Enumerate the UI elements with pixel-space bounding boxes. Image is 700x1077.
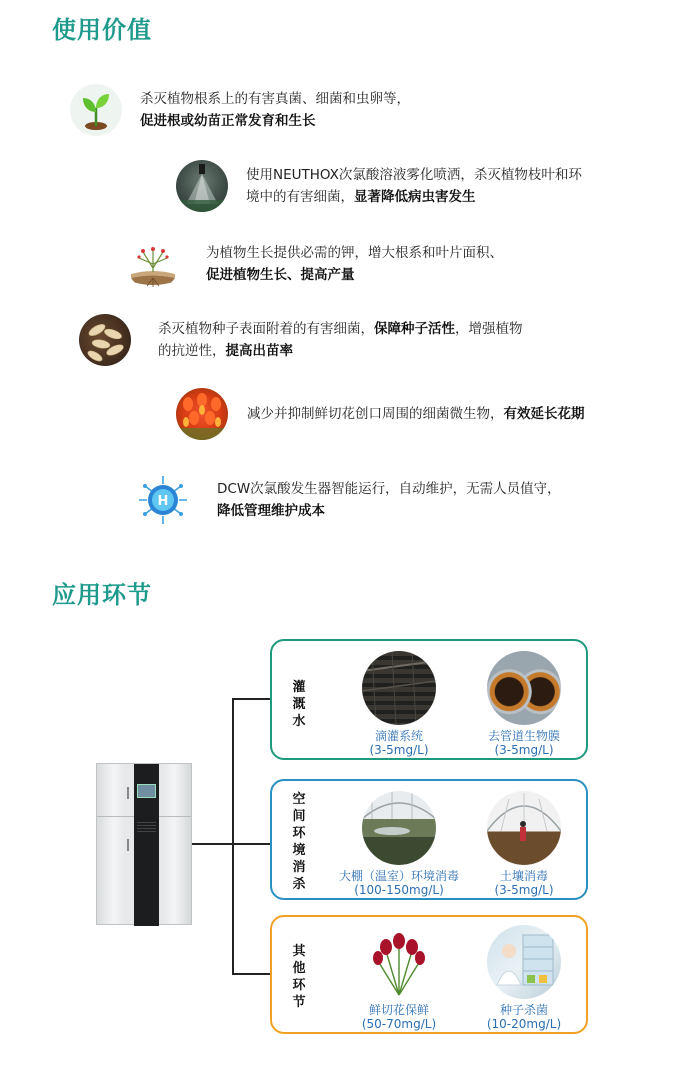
item-seed-sterilization <box>469 925 579 1031</box>
item-dosage: (3-5mg/L) <box>494 743 554 757</box>
item-name: 鲜切花保鲜 <box>368 1003 429 1017</box>
benefit-item-smart <box>137 474 561 526</box>
cut-flower-image <box>362 925 436 999</box>
item-greenhouse <box>324 791 474 897</box>
benefit-highlight: 降低管理维护成本 <box>217 503 325 519</box>
benefit-text: 减少并抑制鲜切花创口周围的细菌微生物， <box>247 406 504 422</box>
seeds-icon <box>79 314 131 366</box>
item-dosage: (100-150mg/L) <box>354 883 444 897</box>
benefit-highlight-1: 保障种子活性 <box>374 321 455 337</box>
benefit-item-spray <box>176 160 582 212</box>
benefit-highlight: 显著降低病虫害发生 <box>354 189 476 205</box>
section-title-value: 使用价值 <box>52 16 152 44</box>
seed-lab-image <box>487 925 561 999</box>
machine-screen <box>137 784 156 798</box>
benefit-highlight: 提高出苗率 <box>225 343 293 359</box>
item-cut-flower <box>344 925 454 1031</box>
benefit-text-b: ，增强植物 <box>455 321 523 337</box>
group-label-irrigation: 灌 溉 水 <box>292 680 306 729</box>
item-name: 种子杀菌 <box>499 1003 548 1017</box>
benefit-item-potassium <box>127 238 503 290</box>
drip-system-image <box>362 651 436 725</box>
group-label-other: 其 他 环 节 <box>292 944 306 1010</box>
pipe-biofilm-image <box>487 651 561 725</box>
benefit-item-seeds <box>79 314 523 366</box>
greenhouse-image <box>362 791 436 865</box>
connector-main <box>192 843 232 845</box>
item-dosage: (50-70mg/L) <box>361 1017 437 1031</box>
tulips-icon <box>176 388 228 440</box>
item-drip-irrigation <box>344 651 454 757</box>
spray-icon <box>176 160 228 212</box>
svg-text:H: H <box>157 494 169 509</box>
item-dosage: (3-5mg/L) <box>369 743 429 757</box>
connector-vertical <box>232 698 234 975</box>
item-pipe-biofilm <box>469 651 579 757</box>
connector-middle <box>232 843 270 845</box>
group-other <box>270 915 588 1034</box>
benefit-text: 杀灭植物种子表面附着的有害细菌， <box>158 321 374 337</box>
dcw-generator-machine <box>96 763 192 925</box>
sprout-icon <box>70 84 122 136</box>
benefit-item-flowers <box>176 388 585 440</box>
benefit-text: DCW次氯酸发生器智能运行，自动维护，无需人员值守， <box>217 481 561 497</box>
item-name: 大棚（温室）环境消毒 <box>338 869 459 883</box>
group-space-disinfection <box>270 779 588 900</box>
chip-icon <box>137 474 189 526</box>
group-label-space: 空 间 环 境 消 杀 <box>292 792 306 892</box>
soil-disinfection-image <box>487 791 561 865</box>
section-title-stage: 应用环节 <box>52 581 152 609</box>
connector-top <box>232 698 270 700</box>
item-name: 去管道生物膜 <box>487 729 560 743</box>
benefit-text: 杀灭植物根系上的有害真菌、细菌和虫卵等， <box>140 91 410 107</box>
benefit-highlight: 促进根或幼苗正常发育和生长 <box>140 113 316 129</box>
benefit-highlight: 有效延长花期 <box>503 406 585 422</box>
benefit-text-2: 的抗逆性， <box>158 343 226 359</box>
plant-icon <box>127 238 179 290</box>
benefit-text-2: 境中的有害细菌， <box>246 189 354 205</box>
benefit-text: 使用NEUTHOX次氯酸溶液雾化喷洒，杀灭植物枝叶和环 <box>246 167 582 183</box>
benefit-text: 为植物生长提供必需的钾，增大根系和叶片面积、 <box>206 245 503 261</box>
group-irrigation <box>270 639 588 760</box>
connector-bottom <box>232 973 270 975</box>
item-dosage: (3-5mg/L) <box>494 883 554 897</box>
item-name: 滴灌系统 <box>374 729 423 743</box>
benefit-item-root <box>70 84 410 136</box>
benefit-highlight: 促进植物生长、提高产量 <box>206 267 355 283</box>
item-dosage: (10-20mg/L) <box>486 1017 562 1031</box>
item-soil <box>469 791 579 897</box>
item-name: 土壤消毒 <box>499 869 548 883</box>
